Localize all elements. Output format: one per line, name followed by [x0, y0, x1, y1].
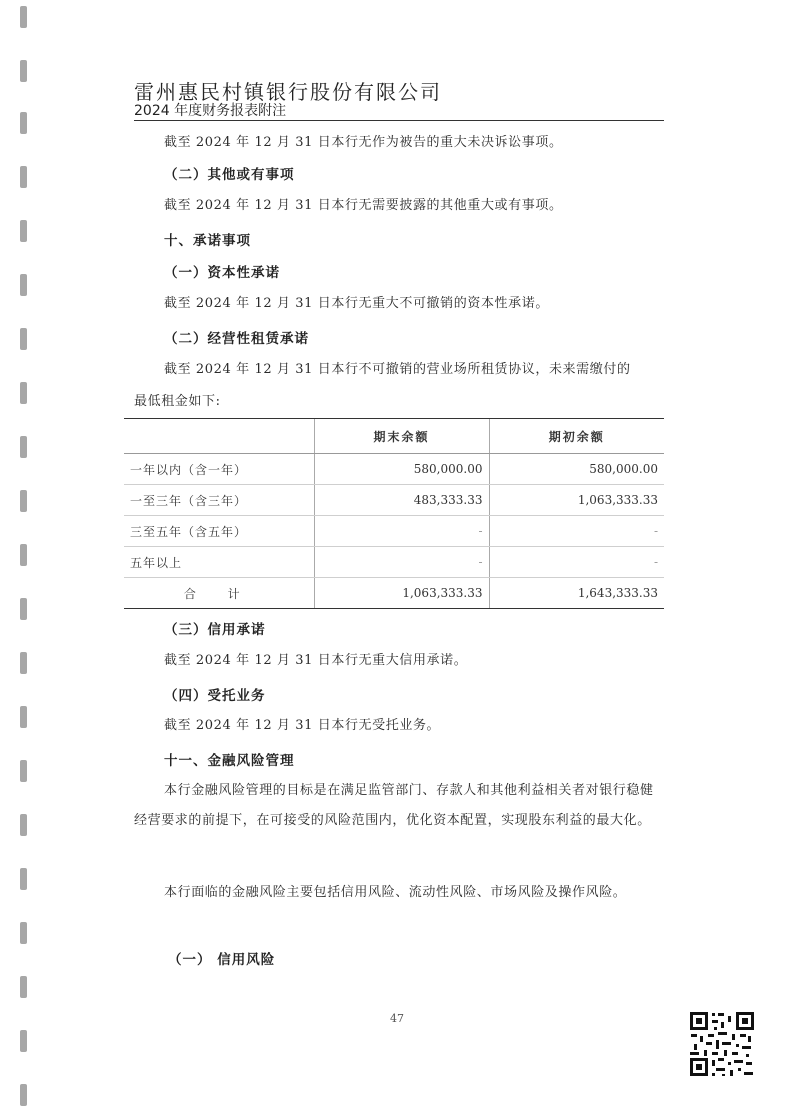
capital-commitment-heading: （一）资本性承诺	[164, 265, 280, 281]
row-begin-value: 1,063,333.33	[489, 485, 664, 516]
lease-table	[124, 418, 664, 609]
table-header-label	[124, 419, 314, 454]
total-end-value: 1,063,333.33	[314, 578, 489, 609]
table-row	[124, 547, 664, 578]
lease-commitment-heading: （二）经营性租赁承诺	[164, 331, 309, 347]
table-row	[124, 454, 664, 485]
table-total-row	[124, 578, 664, 609]
table-header-begin: 期初余额	[489, 419, 664, 454]
row-label: 三至五年（含五年）	[124, 516, 314, 547]
row-end-value: -	[314, 516, 489, 547]
lease-commitment-text-2: 最低租金如下:	[134, 394, 221, 409]
row-begin-value: 580,000.00	[489, 454, 664, 485]
binding-holes	[18, 0, 30, 1116]
table-row	[124, 485, 664, 516]
capital-commitment-text: 截至 2024 年 12 月 31 日本行无重大不可撤销的资本性承诺。	[164, 296, 549, 311]
row-end-value: -	[314, 547, 489, 578]
table-header-row	[124, 419, 664, 454]
lawsuit-text: 截至 2024 年 12 月 31 日本行无作为被告的重大未决诉讼事项。	[164, 135, 563, 150]
qr-code-icon	[688, 1010, 756, 1078]
row-end-value: 483,333.33	[314, 485, 489, 516]
company-name: 雷州惠民村镇银行股份有限公司	[134, 80, 442, 104]
table-header-end: 期末余额	[314, 419, 489, 454]
credit-commitment-text: 截至 2024 年 12 月 31 日本行无重大信用承诺。	[164, 653, 468, 668]
credit-commitment-heading: （三）信用承诺	[164, 622, 266, 638]
trust-business-text: 截至 2024 年 12 月 31 日本行无受托业务。	[164, 718, 441, 733]
table-row	[124, 516, 664, 547]
total-begin-value: 1,643,333.33	[489, 578, 664, 609]
credit-risk-heading: （一） 信用风险	[168, 952, 276, 968]
row-begin-value: -	[489, 516, 664, 547]
page-number: 47	[390, 1012, 404, 1025]
risk-types-text: 本行面临的金融风险主要包括信用风险、流动性风险、市场风险及操作风险。	[164, 885, 627, 900]
report-subtitle: 2024 年度财务报表附注	[134, 103, 287, 119]
header-divider	[134, 120, 664, 121]
risk-management-heading: 十一、金融风险管理	[164, 753, 295, 769]
commitments-heading: 十、承诺事项	[164, 233, 251, 249]
lease-commitment-text-1: 截至 2024 年 12 月 31 日本行不可撤销的营业场所租赁协议，未来需缴付的	[164, 362, 631, 377]
row-label: 一至三年（含三年）	[124, 485, 314, 516]
total-label: 合 计	[124, 578, 314, 609]
row-label: 一年以内（含一年）	[124, 454, 314, 485]
risk-goal-text: 本行金融风险管理的目标是在满足监管部门、存款人和其他利益相关者对银行稳健经营要求的前提下，在可接受的风险范围内，优化资本配置，实现股东利益的最大化。	[134, 783, 654, 828]
row-end-value: 580,000.00	[314, 454, 489, 485]
contingent-heading: （二）其他或有事项	[164, 167, 295, 183]
contingent-text: 截至 2024 年 12 月 31 日本行无需要披露的其他重大或有事项。	[164, 198, 563, 213]
row-label: 五年以上	[124, 547, 314, 578]
row-begin-value: -	[489, 547, 664, 578]
trust-business-heading: （四）受托业务	[164, 688, 266, 704]
